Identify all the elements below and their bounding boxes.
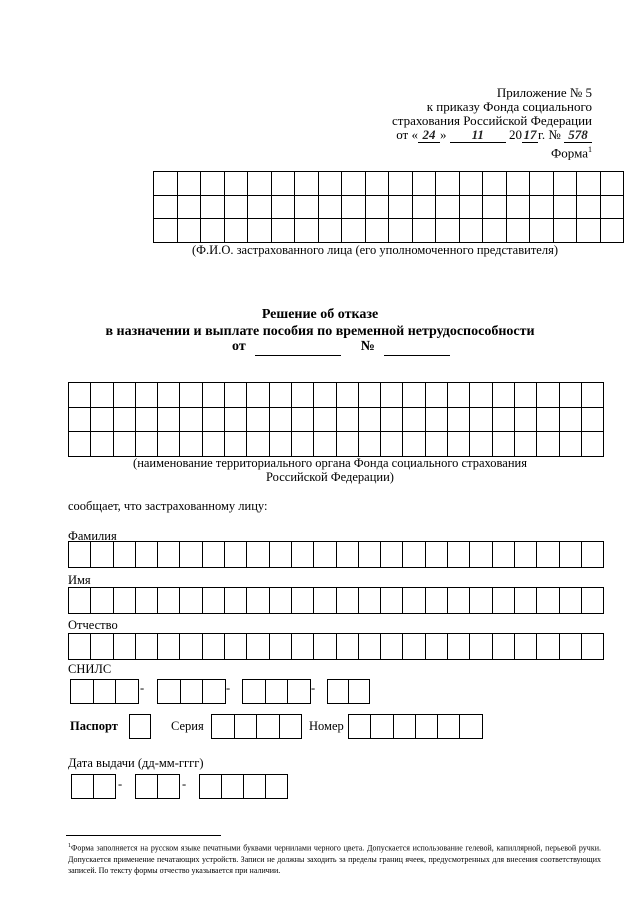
input-cell[interactable] bbox=[291, 432, 313, 457]
input-cell[interactable] bbox=[448, 407, 470, 432]
input-cell[interactable] bbox=[222, 775, 244, 799]
input-cell[interactable] bbox=[158, 680, 181, 704]
input-cell[interactable] bbox=[600, 172, 624, 196]
input-cell[interactable] bbox=[358, 588, 380, 614]
input-cell[interactable] bbox=[600, 219, 624, 243]
input-cell[interactable] bbox=[113, 588, 135, 614]
input-cell[interactable] bbox=[381, 634, 403, 660]
input-cell[interactable] bbox=[318, 219, 342, 243]
input-cell[interactable] bbox=[113, 542, 135, 568]
input-cell[interactable] bbox=[69, 432, 91, 457]
input-cell[interactable] bbox=[537, 383, 559, 408]
input-cell[interactable] bbox=[269, 588, 291, 614]
input-cell[interactable] bbox=[358, 407, 380, 432]
input-cell[interactable] bbox=[358, 634, 380, 660]
input-cell[interactable] bbox=[247, 383, 269, 408]
input-cell[interactable] bbox=[201, 195, 225, 219]
input-cell[interactable] bbox=[269, 432, 291, 457]
date-prefix: от « bbox=[396, 127, 418, 142]
input-cell[interactable] bbox=[177, 195, 201, 219]
input-cell[interactable] bbox=[135, 634, 157, 660]
input-cell[interactable] bbox=[371, 715, 393, 739]
caption-line-2: Российской Федерации) bbox=[266, 470, 394, 484]
input-cell[interactable] bbox=[314, 542, 336, 568]
passport-series-grid[interactable] bbox=[211, 714, 302, 739]
input-cell[interactable] bbox=[177, 172, 201, 196]
input-cell[interactable] bbox=[225, 383, 247, 408]
input-cell[interactable] bbox=[180, 634, 202, 660]
fund-line: страхования Российской Федерации bbox=[392, 113, 592, 128]
territorial-body-caption bbox=[60, 456, 600, 484]
input-cell[interactable] bbox=[91, 432, 113, 457]
input-cell[interactable] bbox=[318, 195, 342, 219]
passport-number-grid[interactable] bbox=[348, 714, 483, 739]
decision-date-field[interactable] bbox=[255, 339, 341, 356]
input-cell[interactable] bbox=[71, 680, 94, 704]
input-cell[interactable] bbox=[559, 383, 581, 408]
input-cell[interactable] bbox=[389, 172, 413, 196]
input-cell[interactable] bbox=[154, 172, 178, 196]
order-day: 24 bbox=[418, 128, 440, 143]
input-cell[interactable] bbox=[514, 634, 536, 660]
input-cell[interactable] bbox=[225, 407, 247, 432]
input-cell[interactable] bbox=[336, 383, 358, 408]
input-cell[interactable] bbox=[201, 172, 225, 196]
input-cell[interactable] bbox=[577, 219, 601, 243]
form-label bbox=[392, 143, 592, 160]
input-cell[interactable] bbox=[336, 432, 358, 457]
input-cell[interactable] bbox=[91, 407, 113, 432]
input-cell[interactable] bbox=[69, 588, 91, 614]
input-cell[interactable] bbox=[492, 407, 514, 432]
input-cell[interactable] bbox=[492, 542, 514, 568]
input-cell[interactable] bbox=[537, 634, 559, 660]
input-cell[interactable] bbox=[506, 219, 530, 243]
input-cell[interactable] bbox=[130, 715, 151, 739]
input-cell[interactable] bbox=[459, 172, 483, 196]
input-cell[interactable] bbox=[135, 383, 157, 408]
input-cell[interactable] bbox=[530, 172, 554, 196]
input-cell[interactable] bbox=[365, 195, 389, 219]
input-cell[interactable] bbox=[514, 588, 536, 614]
input-cell[interactable] bbox=[158, 383, 180, 408]
input-cell[interactable] bbox=[314, 634, 336, 660]
input-cell[interactable] bbox=[470, 542, 492, 568]
surname-label: Фамилия bbox=[68, 529, 117, 543]
input-cell[interactable] bbox=[403, 407, 425, 432]
input-cell[interactable] bbox=[69, 542, 91, 568]
issue-month-grid[interactable] bbox=[135, 774, 180, 799]
input-cell[interactable] bbox=[381, 432, 403, 457]
input-cell[interactable] bbox=[248, 195, 272, 219]
surname-grid[interactable] bbox=[68, 541, 604, 568]
input-cell[interactable] bbox=[581, 432, 603, 457]
snils-dash-3: - bbox=[311, 681, 316, 695]
input-cell[interactable] bbox=[248, 219, 272, 243]
input-cell[interactable] bbox=[470, 634, 492, 660]
input-cell[interactable] bbox=[93, 680, 116, 704]
input-cell[interactable] bbox=[158, 432, 180, 457]
input-cell[interactable] bbox=[72, 775, 94, 799]
appendix-header bbox=[392, 86, 592, 160]
input-cell[interactable] bbox=[530, 219, 554, 243]
input-cell[interactable] bbox=[200, 775, 222, 799]
input-cell[interactable] bbox=[381, 407, 403, 432]
input-cell[interactable] bbox=[483, 219, 507, 243]
input-cell[interactable] bbox=[135, 542, 157, 568]
input-cell[interactable] bbox=[436, 219, 460, 243]
input-cell[interactable] bbox=[295, 219, 319, 243]
input-cell[interactable] bbox=[559, 407, 581, 432]
input-cell[interactable] bbox=[381, 588, 403, 614]
input-cell[interactable] bbox=[91, 634, 113, 660]
input-cell[interactable] bbox=[459, 195, 483, 219]
input-cell[interactable] bbox=[577, 195, 601, 219]
name-grid[interactable] bbox=[68, 587, 604, 614]
input-cell[interactable] bbox=[269, 634, 291, 660]
input-cell[interactable] bbox=[203, 680, 226, 704]
decision-number-field[interactable] bbox=[384, 339, 450, 356]
input-cell[interactable] bbox=[247, 407, 269, 432]
input-cell[interactable] bbox=[202, 634, 224, 660]
order-year: 17 bbox=[523, 127, 537, 142]
input-cell[interactable] bbox=[448, 588, 470, 614]
input-cell[interactable] bbox=[158, 407, 180, 432]
input-cell[interactable] bbox=[425, 432, 447, 457]
input-cell[interactable] bbox=[403, 542, 425, 568]
input-cell[interactable] bbox=[336, 634, 358, 660]
input-cell[interactable] bbox=[425, 634, 447, 660]
input-cell[interactable] bbox=[314, 432, 336, 457]
input-cell[interactable] bbox=[492, 588, 514, 614]
input-cell[interactable] bbox=[412, 172, 436, 196]
input-cell[interactable] bbox=[553, 195, 577, 219]
input-cell[interactable] bbox=[553, 219, 577, 243]
input-cell[interactable] bbox=[158, 634, 180, 660]
input-cell[interactable] bbox=[403, 588, 425, 614]
input-cell[interactable] bbox=[403, 432, 425, 457]
input-cell[interactable] bbox=[537, 542, 559, 568]
input-cell[interactable] bbox=[412, 195, 436, 219]
input-cell[interactable] bbox=[358, 432, 380, 457]
input-cell[interactable] bbox=[514, 383, 536, 408]
input-cell[interactable] bbox=[581, 383, 603, 408]
input-cell[interactable] bbox=[225, 634, 247, 660]
snils-group-1[interactable] bbox=[70, 679, 139, 704]
input-cell[interactable] bbox=[483, 195, 507, 219]
input-cell[interactable] bbox=[271, 195, 295, 219]
snils-dash-1: - bbox=[140, 681, 145, 695]
series-label: Серия bbox=[171, 719, 204, 733]
insured-caption: (Ф.И.О. застрахованного лица (его уполномоченного представителя) bbox=[192, 243, 558, 257]
input-cell[interactable] bbox=[247, 542, 269, 568]
input-cell[interactable] bbox=[483, 172, 507, 196]
year-prefix: 20 bbox=[508, 127, 522, 142]
input-cell[interactable] bbox=[537, 407, 559, 432]
input-cell[interactable] bbox=[243, 680, 266, 704]
input-cell[interactable] bbox=[314, 588, 336, 614]
input-cell[interactable] bbox=[225, 432, 247, 457]
input-cell[interactable] bbox=[248, 172, 272, 196]
input-cell[interactable] bbox=[349, 715, 371, 739]
input-cell[interactable] bbox=[266, 775, 288, 799]
input-cell[interactable] bbox=[342, 219, 366, 243]
issue-day-grid[interactable] bbox=[71, 774, 116, 799]
input-cell[interactable] bbox=[91, 542, 113, 568]
input-cell[interactable] bbox=[113, 383, 135, 408]
input-cell[interactable] bbox=[415, 715, 437, 739]
input-cell[interactable] bbox=[202, 432, 224, 457]
input-cell[interactable] bbox=[425, 542, 447, 568]
input-cell[interactable] bbox=[393, 715, 415, 739]
input-cell[interactable] bbox=[180, 432, 202, 457]
order-line: к приказу Фонда социального bbox=[426, 99, 592, 114]
caption-line-1: (наименование территориального органа Фонда социального страхования bbox=[133, 456, 527, 470]
patronymic-label: Отчество bbox=[68, 618, 118, 632]
snils-label: СНИЛС bbox=[68, 662, 112, 676]
input-cell[interactable] bbox=[459, 219, 483, 243]
issue-year-grid[interactable] bbox=[199, 774, 288, 799]
input-cell[interactable] bbox=[180, 680, 203, 704]
input-cell[interactable] bbox=[271, 172, 295, 196]
input-cell[interactable] bbox=[506, 172, 530, 196]
input-cell[interactable] bbox=[202, 588, 224, 614]
input-cell[interactable] bbox=[403, 634, 425, 660]
input-cell[interactable] bbox=[365, 172, 389, 196]
input-cell[interactable] bbox=[247, 588, 269, 614]
input-cell[interactable] bbox=[158, 775, 180, 799]
input-cell[interactable] bbox=[448, 432, 470, 457]
input-cell[interactable] bbox=[291, 407, 313, 432]
input-cell[interactable] bbox=[225, 588, 247, 614]
input-cell[interactable] bbox=[202, 407, 224, 432]
from-label: от bbox=[232, 339, 246, 354]
input-cell[interactable] bbox=[91, 383, 113, 408]
order-month: 11 bbox=[450, 128, 506, 143]
footnote bbox=[68, 841, 601, 876]
input-cell[interactable] bbox=[358, 542, 380, 568]
input-cell[interactable] bbox=[492, 634, 514, 660]
input-cell[interactable] bbox=[537, 432, 559, 457]
input-cell[interactable] bbox=[158, 588, 180, 614]
input-cell[interactable] bbox=[492, 432, 514, 457]
input-cell[interactable] bbox=[389, 195, 413, 219]
input-cell[interactable] bbox=[514, 407, 536, 432]
input-cell[interactable] bbox=[389, 219, 413, 243]
input-cell[interactable] bbox=[257, 715, 280, 739]
input-cell[interactable] bbox=[247, 432, 269, 457]
order-number: 578 bbox=[564, 128, 592, 143]
order-date-line bbox=[392, 128, 592, 143]
name-label: Имя bbox=[68, 573, 91, 587]
input-cell[interactable] bbox=[279, 715, 302, 739]
title-line-2: в назначении и выплате пособия по временной нетрудоспособности bbox=[105, 324, 535, 339]
input-cell[interactable] bbox=[180, 407, 202, 432]
input-cell[interactable] bbox=[436, 195, 460, 219]
input-cell[interactable] bbox=[201, 219, 225, 243]
input-cell[interactable] bbox=[460, 715, 482, 739]
territorial-body-grid[interactable] bbox=[68, 382, 604, 457]
input-cell[interactable] bbox=[291, 634, 313, 660]
notice-text: сообщает, что застрахованному лицу: bbox=[68, 499, 268, 513]
input-cell[interactable] bbox=[600, 195, 624, 219]
input-cell[interactable] bbox=[436, 172, 460, 196]
form-sup: 1 bbox=[588, 145, 592, 154]
input-cell[interactable] bbox=[314, 383, 336, 408]
input-cell[interactable] bbox=[425, 407, 447, 432]
input-cell[interactable] bbox=[180, 383, 202, 408]
input-cell[interactable] bbox=[265, 680, 288, 704]
input-cell[interactable] bbox=[553, 172, 577, 196]
input-cell[interactable] bbox=[403, 383, 425, 408]
input-cell[interactable] bbox=[358, 383, 380, 408]
input-cell[interactable] bbox=[288, 680, 311, 704]
input-cell[interactable] bbox=[135, 407, 157, 432]
input-cell[interactable] bbox=[470, 407, 492, 432]
patronymic-grid[interactable] bbox=[68, 633, 604, 660]
input-cell[interactable] bbox=[342, 195, 366, 219]
input-cell[interactable] bbox=[135, 432, 157, 457]
input-cell[interactable] bbox=[438, 715, 460, 739]
year-unit: г. № bbox=[537, 127, 561, 142]
snils-group-2[interactable] bbox=[157, 679, 226, 704]
input-cell[interactable] bbox=[381, 542, 403, 568]
input-cell[interactable] bbox=[244, 775, 266, 799]
input-cell[interactable] bbox=[425, 383, 447, 408]
input-cell[interactable] bbox=[537, 588, 559, 614]
input-cell[interactable] bbox=[581, 588, 603, 614]
input-cell[interactable] bbox=[425, 588, 447, 614]
footnote-text: Форма заполняется на русском языке печатными буквами чернилами черного цвета. Допускается использование гелевой, капиллярной, перьевой ручки. Допускается применение печатающих устройств. Записи не должны заходить за пределы границ ячеек, предусмотренных для внесения соответствующих записей. По тексту формы отчество указывается при наличии. bbox=[68, 843, 601, 875]
title-line-1: Решение об отказе bbox=[261, 307, 379, 322]
input-cell[interactable] bbox=[247, 634, 269, 660]
input-cell[interactable] bbox=[269, 383, 291, 408]
input-cell[interactable] bbox=[224, 195, 248, 219]
input-cell[interactable] bbox=[336, 588, 358, 614]
input-cell[interactable] bbox=[69, 383, 91, 408]
input-cell[interactable] bbox=[559, 542, 581, 568]
input-cell[interactable] bbox=[470, 383, 492, 408]
input-cell[interactable] bbox=[506, 195, 530, 219]
issue-dash-1: - bbox=[118, 777, 123, 791]
input-cell[interactable] bbox=[224, 219, 248, 243]
input-cell[interactable] bbox=[448, 383, 470, 408]
input-cell[interactable] bbox=[91, 588, 113, 614]
input-cell[interactable] bbox=[336, 542, 358, 568]
input-cell[interactable] bbox=[69, 407, 91, 432]
input-cell[interactable] bbox=[581, 542, 603, 568]
snils-dash-2: - bbox=[226, 681, 231, 695]
input-cell[interactable] bbox=[581, 634, 603, 660]
input-cell[interactable] bbox=[69, 634, 91, 660]
footnote-rule bbox=[66, 835, 221, 836]
number-label: Номер bbox=[309, 719, 344, 733]
input-cell[interactable] bbox=[269, 407, 291, 432]
input-cell[interactable] bbox=[177, 219, 201, 243]
issue-dash-2: - bbox=[182, 777, 187, 791]
input-cell[interactable] bbox=[154, 195, 178, 219]
input-cell[interactable] bbox=[412, 219, 436, 243]
input-cell[interactable] bbox=[559, 588, 581, 614]
input-cell[interactable] bbox=[180, 588, 202, 614]
form-word: Форма bbox=[551, 145, 588, 161]
input-cell[interactable] bbox=[448, 634, 470, 660]
decision-date-number bbox=[232, 339, 450, 356]
input-cell[interactable] bbox=[212, 715, 235, 739]
input-cell[interactable] bbox=[514, 432, 536, 457]
input-cell[interactable] bbox=[271, 219, 295, 243]
input-cell[interactable] bbox=[135, 588, 157, 614]
input-cell[interactable] bbox=[269, 542, 291, 568]
input-cell[interactable] bbox=[365, 219, 389, 243]
appendix-line: Приложение № 5 bbox=[496, 85, 592, 100]
input-cell[interactable] bbox=[492, 383, 514, 408]
input-cell[interactable] bbox=[136, 775, 158, 799]
input-cell[interactable] bbox=[559, 634, 581, 660]
input-cell[interactable] bbox=[581, 407, 603, 432]
input-cell[interactable] bbox=[470, 432, 492, 457]
input-cell[interactable] bbox=[202, 383, 224, 408]
input-cell[interactable] bbox=[514, 542, 536, 568]
footnote-sup: 1 bbox=[68, 843, 71, 849]
input-cell[interactable] bbox=[291, 588, 313, 614]
input-cell[interactable] bbox=[113, 432, 135, 457]
date-mid: » bbox=[439, 127, 447, 142]
input-cell[interactable] bbox=[314, 407, 336, 432]
input-cell[interactable] bbox=[381, 383, 403, 408]
input-cell[interactable] bbox=[116, 680, 139, 704]
input-cell[interactable] bbox=[470, 588, 492, 614]
insured-person-grid[interactable] bbox=[153, 171, 624, 243]
input-cell[interactable] bbox=[328, 680, 349, 704]
input-cell[interactable] bbox=[448, 542, 470, 568]
input-cell[interactable] bbox=[318, 172, 342, 196]
input-cell[interactable] bbox=[180, 542, 202, 568]
number-label: № bbox=[360, 339, 375, 354]
input-cell[interactable] bbox=[158, 542, 180, 568]
input-cell[interactable] bbox=[113, 407, 135, 432]
passport-type-cell[interactable] bbox=[129, 714, 151, 739]
snils-group-4[interactable] bbox=[327, 679, 370, 704]
input-cell[interactable] bbox=[336, 407, 358, 432]
input-cell[interactable] bbox=[295, 172, 319, 196]
input-cell[interactable] bbox=[224, 172, 248, 196]
input-cell[interactable] bbox=[349, 680, 370, 704]
input-cell[interactable] bbox=[154, 219, 178, 243]
input-cell[interactable] bbox=[291, 383, 313, 408]
page-title bbox=[0, 306, 640, 340]
input-cell[interactable] bbox=[530, 195, 554, 219]
input-cell[interactable] bbox=[202, 542, 224, 568]
input-cell[interactable] bbox=[113, 634, 135, 660]
input-cell[interactable] bbox=[342, 172, 366, 196]
issue-date-label: Дата выдачи (дд-мм-гггг) bbox=[68, 756, 204, 770]
input-cell[interactable] bbox=[225, 542, 247, 568]
input-cell[interactable] bbox=[94, 775, 116, 799]
input-cell[interactable] bbox=[234, 715, 257, 739]
input-cell[interactable] bbox=[295, 195, 319, 219]
snils-group-3[interactable] bbox=[242, 679, 311, 704]
input-cell[interactable] bbox=[291, 542, 313, 568]
input-cell[interactable] bbox=[577, 172, 601, 196]
input-cell[interactable] bbox=[559, 432, 581, 457]
passport-label: Паспорт bbox=[70, 719, 118, 733]
